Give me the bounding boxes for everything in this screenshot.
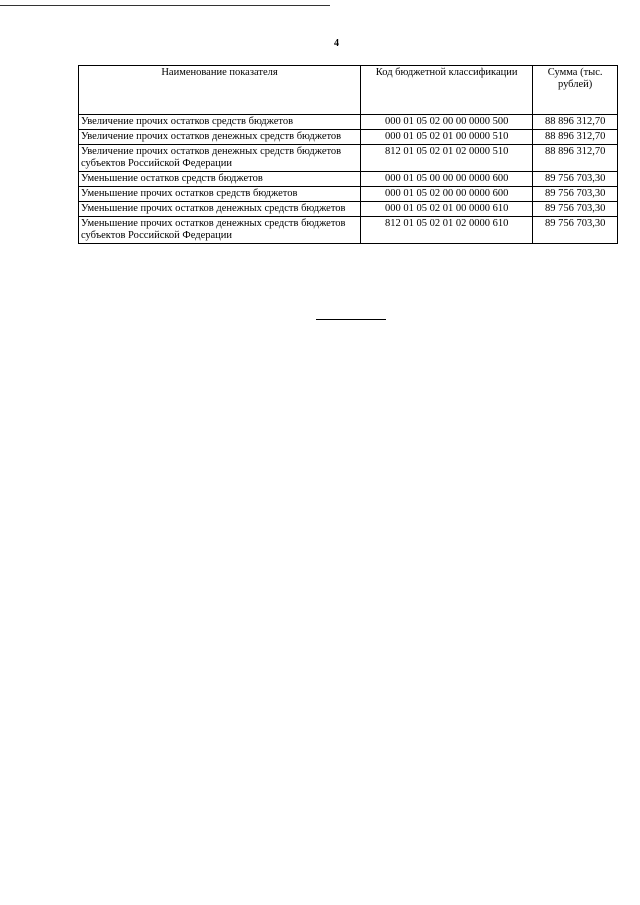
row-sum: 89 756 703,30 <box>533 217 618 244</box>
row-sum: 89 756 703,30 <box>533 172 618 187</box>
row-code: 000 01 05 02 01 00 0000 510 <box>361 130 533 145</box>
row-sum: 88 896 312,70 <box>533 145 618 172</box>
row-sum: 89 756 703,30 <box>533 187 618 202</box>
table-header-row <box>79 66 618 115</box>
row-name: Увеличение прочих остатков средств бюджетов <box>79 115 361 130</box>
budget-table <box>78 65 618 244</box>
row-sum: 88 896 312,70 <box>533 115 618 130</box>
row-name: Увеличение прочих остатков денежных средств бюджетов <box>79 130 361 145</box>
row-code: 000 01 05 00 00 00 0000 600 <box>361 172 533 187</box>
row-code: 000 01 05 02 00 00 0000 500 <box>361 115 533 130</box>
row-name: Уменьшение остатков средств бюджетов <box>79 172 361 187</box>
row-sum: 88 896 312,70 <box>533 130 618 145</box>
header-code: Код бюджетной классификации <box>361 66 533 115</box>
row-code: 812 01 05 02 01 02 0000 610 <box>361 217 533 244</box>
top-rule <box>0 5 330 6</box>
row-code: 000 01 05 02 01 00 0000 610 <box>361 202 533 217</box>
row-sum: 89 756 703,30 <box>533 202 618 217</box>
table-row <box>79 187 618 202</box>
row-code: 000 01 05 02 00 00 0000 600 <box>361 187 533 202</box>
header-sum: Сумма (тыс. рублей) <box>533 66 618 115</box>
table-row <box>79 130 618 145</box>
row-name: Уменьшение прочих остатков денежных средств бюджетов <box>79 202 361 217</box>
header-name: Наименование показателя <box>79 66 361 115</box>
end-separator-rule <box>316 319 386 320</box>
table-row <box>79 172 618 187</box>
table-row <box>79 145 618 172</box>
row-name: Уменьшение прочих остатков средств бюджетов <box>79 187 361 202</box>
row-name: Увеличение прочих остатков денежных средств бюджетов субъектов Российской Федерации <box>79 145 361 172</box>
row-name: Уменьшение прочих остатков денежных средств бюджетов субъектов Российской Федерации <box>79 217 361 244</box>
table-row <box>79 202 618 217</box>
page-number: 4 <box>334 38 339 49</box>
row-code: 812 01 05 02 01 02 0000 510 <box>361 145 533 172</box>
table-row <box>79 217 618 244</box>
table-row <box>79 115 618 130</box>
